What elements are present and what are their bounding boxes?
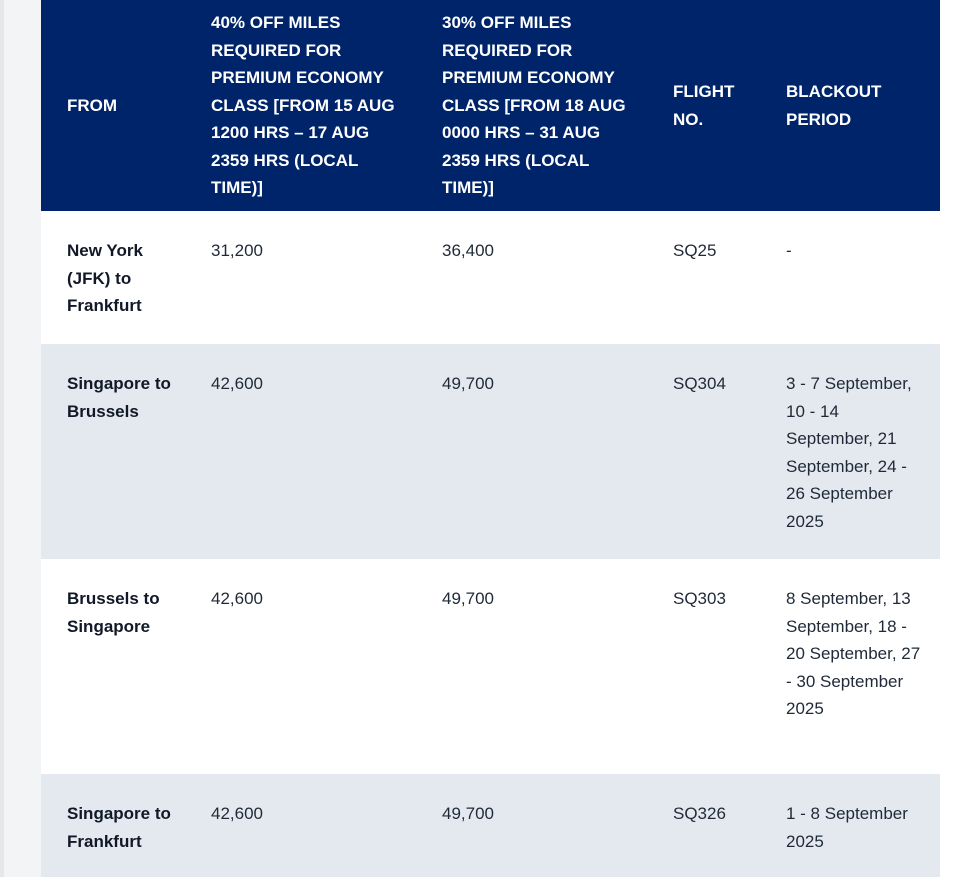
cell-miles-30: 49,700 <box>442 374 494 393</box>
table-row <box>41 774 940 877</box>
cell-miles-40: 31,200 <box>211 241 263 260</box>
header-flight-no: FLIGHT NO. <box>673 82 735 129</box>
header-40-off-miles: 40% OFF MILES REQUIRED FOR PREMIUM ECONOMY CLASS [FROM 15 AUG 1200 HRS – 17 AUG 2359 HRS (LOCAL TIME)] <box>211 13 395 198</box>
table-row <box>41 211 940 344</box>
header-from: FROM <box>67 95 118 115</box>
promo-miles-table-container <box>41 0 940 877</box>
cell-flight-no: SQ25 <box>673 241 717 260</box>
table-header <box>41 0 940 211</box>
cell-miles-30: 49,700 <box>442 589 494 608</box>
cell-blackout: 3 - 7 September, 10 - 14 September, 21 September, 24 - 26 September 2025 <box>786 374 912 531</box>
table-body <box>41 211 940 877</box>
cell-blackout: - <box>786 241 792 260</box>
cell-miles-40: 42,600 <box>211 804 263 823</box>
cell-blackout: 1 - 8 September 2025 <box>786 804 908 851</box>
header-row <box>41 0 940 211</box>
header-blackout-period: BLACKOUT PERIOD <box>786 82 882 129</box>
cell-from: New York (JFK) to Frankfurt <box>67 241 143 315</box>
cell-miles-30: 49,700 <box>442 804 494 823</box>
header-30-off-miles: 30% OFF MILES REQUIRED FOR PREMIUM ECONOMY CLASS [FROM 18 AUG 0000 HRS – 31 AUG 2359 HRS (LOCAL TIME)] <box>442 13 626 198</box>
right-margin <box>940 0 976 877</box>
left-border <box>0 0 4 877</box>
table-row <box>41 559 940 774</box>
cell-from: Singapore to Brussels <box>67 374 171 421</box>
cell-from: Singapore to Frankfurt <box>67 804 171 851</box>
cell-blackout: 8 September, 13 September, 18 - 20 September, 27 - 30 September 2025 <box>786 589 921 718</box>
cell-flight-no: SQ326 <box>673 804 726 823</box>
cell-from: Brussels to Singapore <box>67 589 160 636</box>
promo-miles-table <box>41 0 940 877</box>
cell-flight-no: SQ304 <box>673 374 726 393</box>
table-row <box>41 344 940 559</box>
cell-miles-40: 42,600 <box>211 374 263 393</box>
cell-miles-30: 36,400 <box>442 241 494 260</box>
cell-miles-40: 42,600 <box>211 589 263 608</box>
cell-flight-no: SQ303 <box>673 589 726 608</box>
